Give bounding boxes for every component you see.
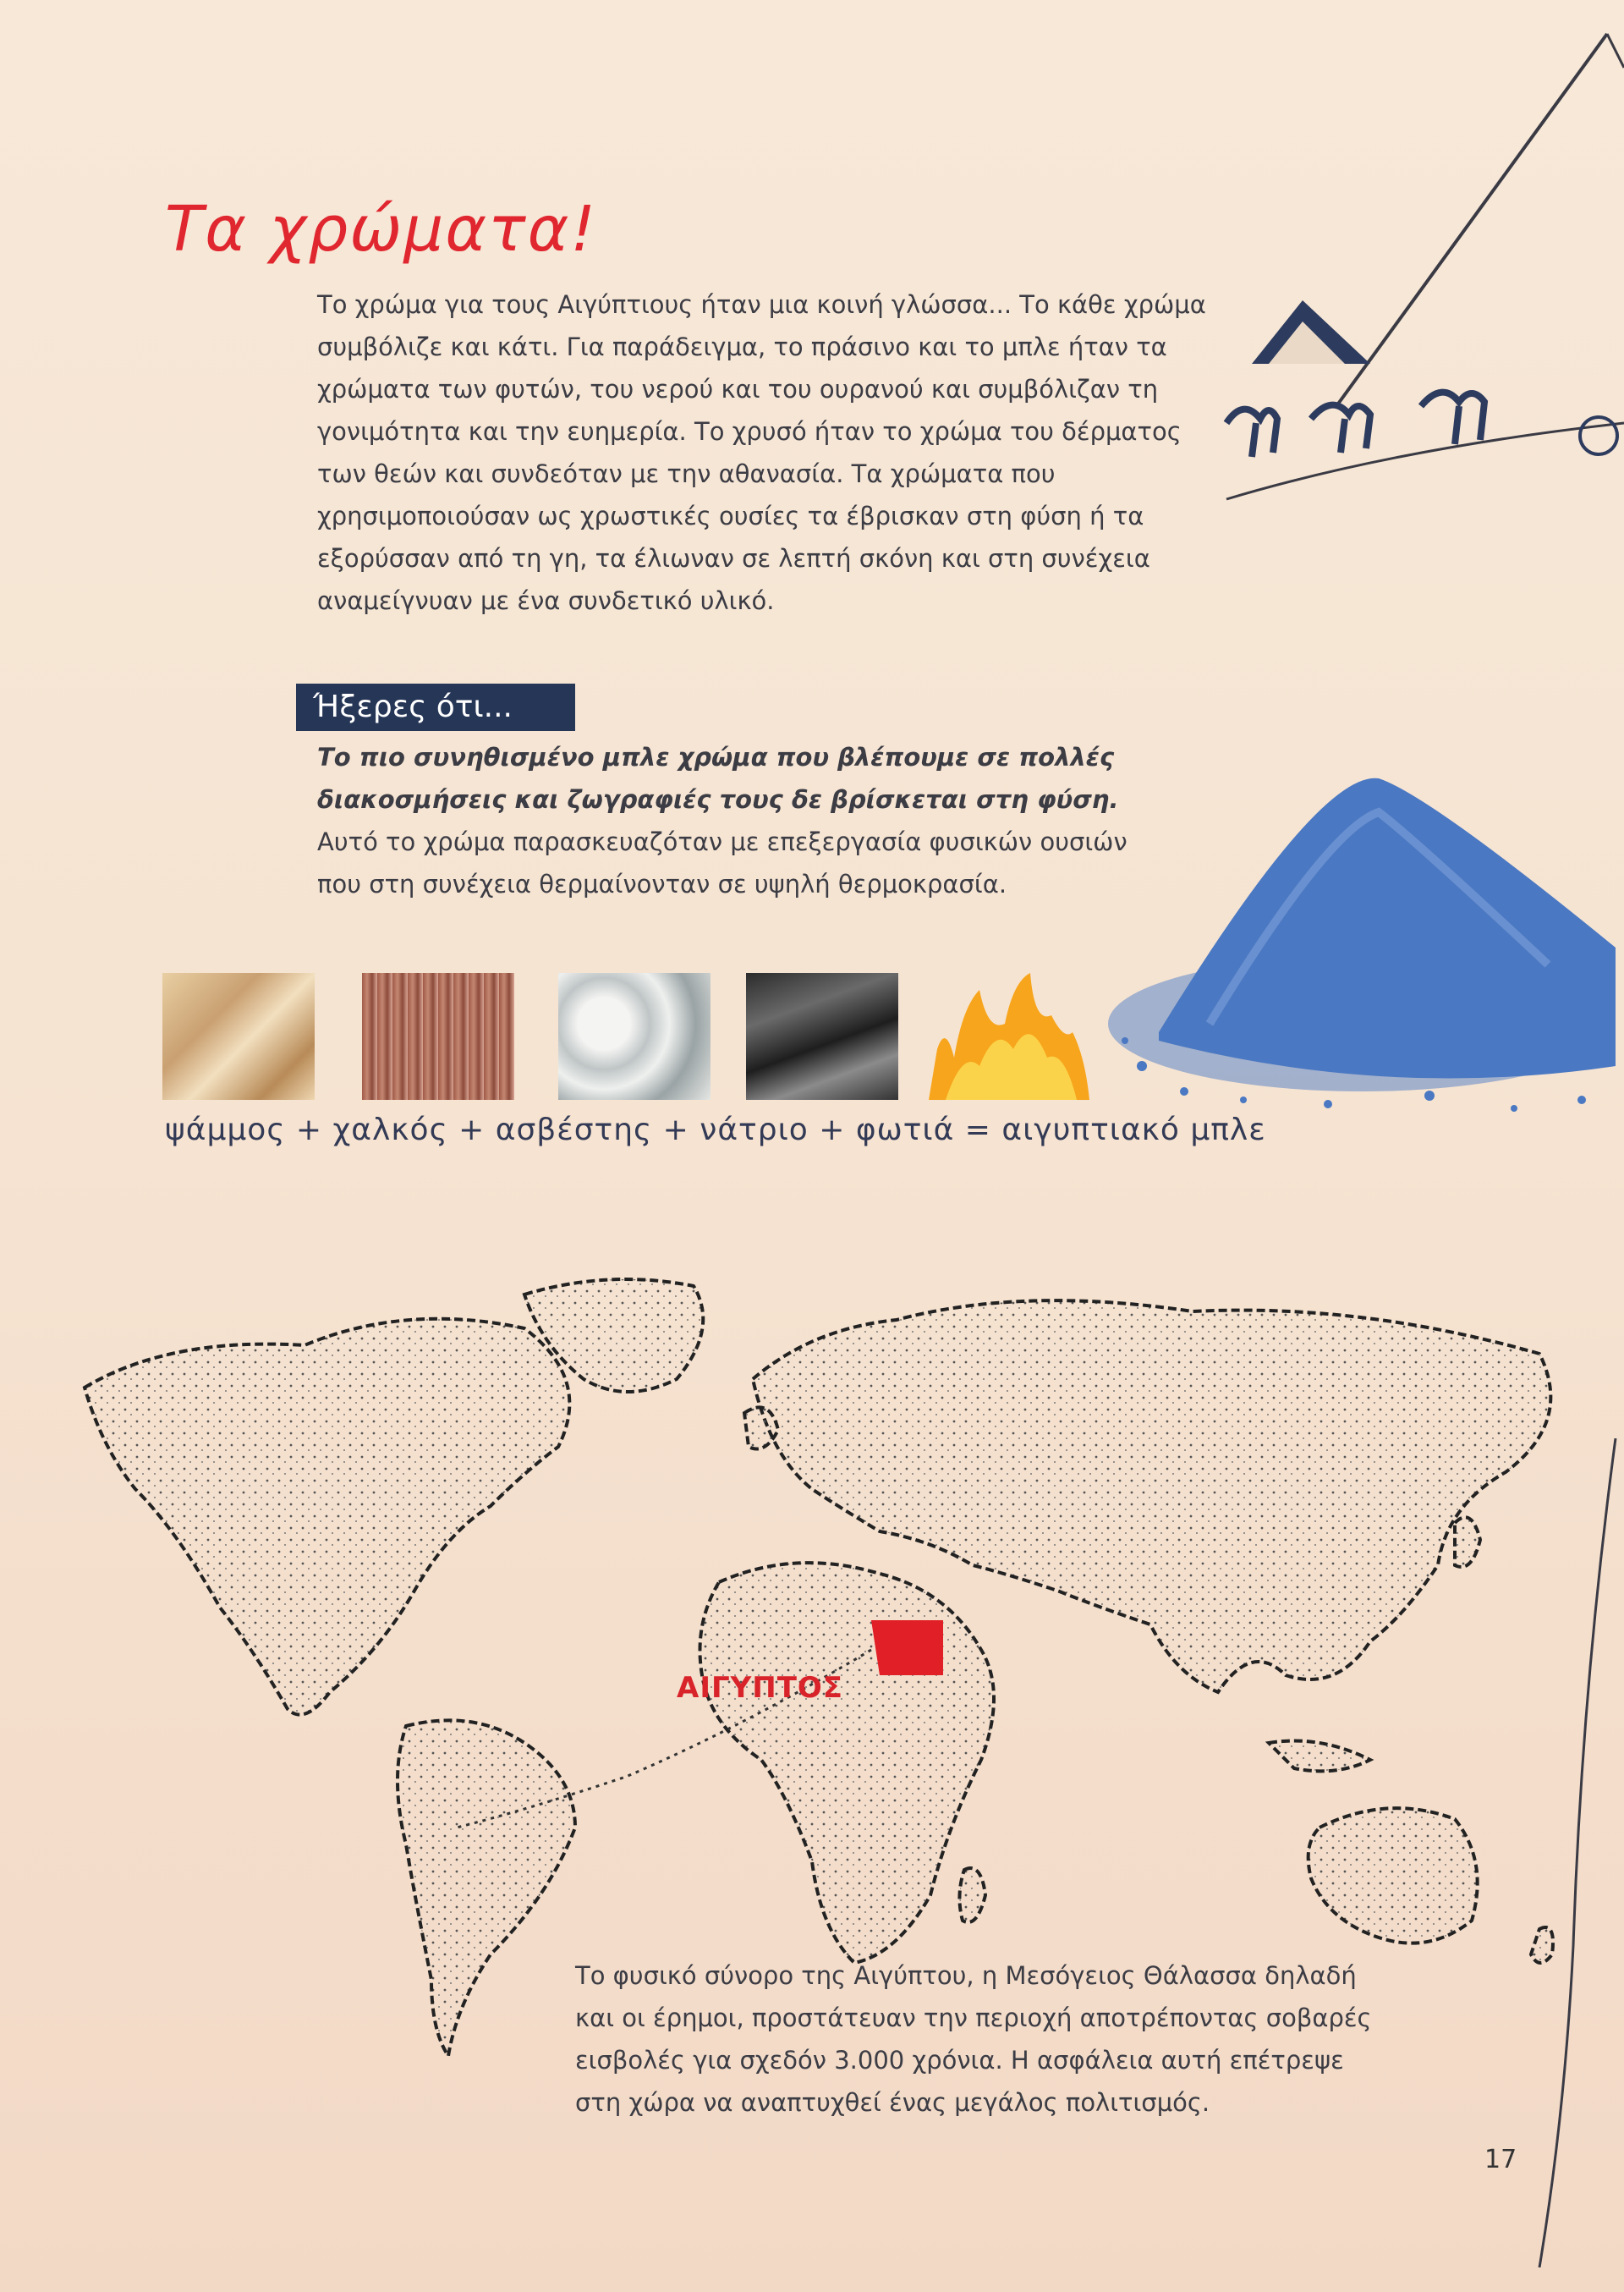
egypt-label: ΑΙΓΥΠΤΟΣ: [677, 1671, 844, 1705]
north-america: [85, 1319, 569, 1715]
copper-swatch: [362, 973, 514, 1100]
did-you-know-badge: Ήξερες ότι...: [296, 684, 575, 731]
indonesia: [1269, 1741, 1370, 1772]
fire-swatch: [929, 973, 1089, 1100]
edge-sketch-line: [1514, 1438, 1624, 2267]
south-america: [398, 1720, 575, 2056]
australia: [1309, 1808, 1478, 1943]
natron-swatch: [746, 973, 898, 1100]
blue-pigment-image: [1108, 761, 1624, 1134]
pyramid-camels-illustration: [1201, 0, 1624, 541]
page-title: Τα χρώματα!: [165, 193, 598, 266]
continents: [85, 1279, 1553, 2056]
page-number: 17: [1484, 2145, 1517, 2174]
intro-paragraph: Το χρώμα για τους Αιγύπτιους ήταν μια κοινή γλώσσα... Το κάθε χρώμα συμβόλιζε και κάτι. Για παράδειγμα, το πράσινο και το μπλε ήταν τα χρώματα των φυτών, του νερού και του ουρανού και συμβόλιζαν τη γονιμότητα και την ευημερία. Το χρυσό ήταν το χρώμα του δέρματος των θεών και συνδεόταν με την αθανασία. Τα χρώματα που χρησιμοποιούσαν ως χρωστικές ουσίες τα έβρισκαν στη φύση ή τα εξορύσσαν από τη γη, τα έλιωναν σε λεπτή σκόνη και στη συνέχεια αναμείγνυαν με ένα συνδετικό υλικό.: [317, 290, 1206, 615]
did-you-know-body: Αυτό το χρώμα παρασκευαζόταν με επεξεργασία φυσικών ουσιών που στη συνέχεια θερμαίνονταν σε υψηλή θερμοκρασία.: [317, 827, 1127, 899]
pigment-formula: ψάμμος + χαλκός + ασβέστης + νάτριο + φωτιά = αιγυπτιακό μπλε: [165, 1113, 1266, 1147]
footer-paragraph: Το φυσικό σύνορο της Αιγύπτου, η Μεσόγειος Θάλασσα δηλαδή και οι έρημοι, προστάτευαν την περιοχή αποτρέποντας σοβαρές εισβολές για σχεδόν 3.000 χρόνια. Η ασφάλεια αυτή επέτρεψε στη χώρα να αναπτυχθεί ένας μεγάλος πολιτισμός.: [575, 1961, 1372, 2117]
japan: [1455, 1517, 1480, 1567]
egypt-highlight: [871, 1620, 943, 1675]
limestone-swatch: [558, 973, 710, 1100]
africa: [700, 1563, 995, 1963]
sand-swatch: [162, 973, 315, 1100]
did-you-know-text: [317, 736, 1146, 905]
did-you-know-bold: Το πιο συνηθισμένο μπλε χρώμα που βλέπουμε σε πολλές διακοσμήσεις και ζωγραφιές τους δε βρίσκεται στη φύση.: [317, 743, 1119, 814]
madagascar: [959, 1868, 985, 1922]
